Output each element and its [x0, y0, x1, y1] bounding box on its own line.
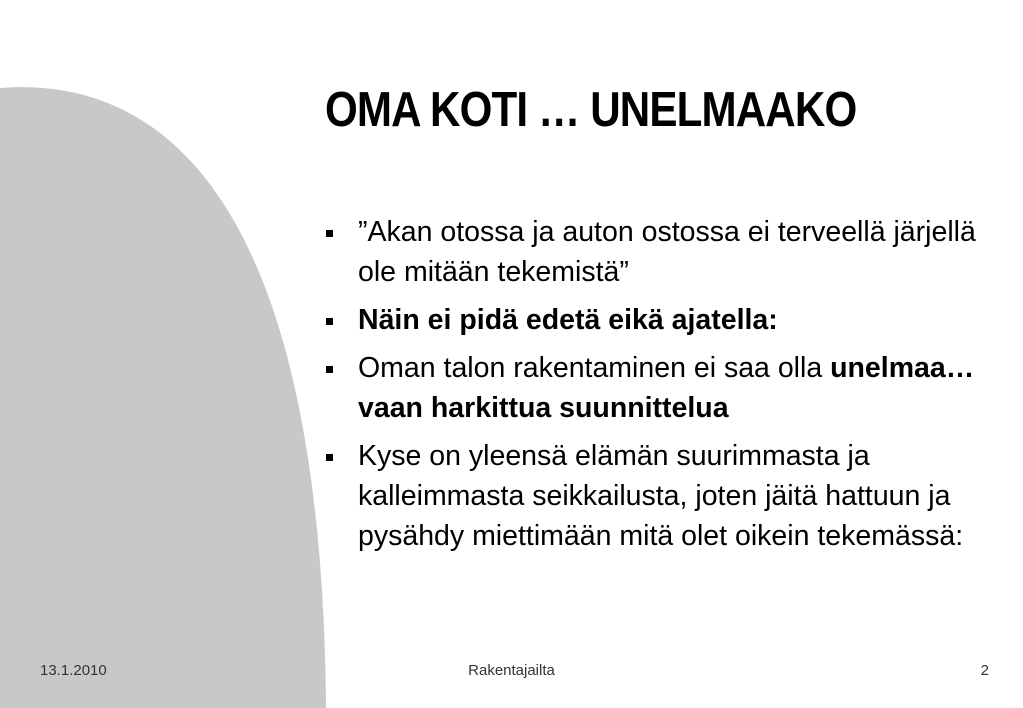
bullet-list [325, 212, 1005, 564]
footer-title: Rakentajailta [468, 662, 555, 679]
bullet-item [325, 348, 1005, 428]
slide-title: OMA KOTI … UNELMAAKO [325, 83, 857, 137]
bullet-text: Näin ei pidä edetä eikä ajatella: [358, 304, 778, 336]
bullet-item [325, 436, 1005, 556]
square-bullet-icon [326, 318, 333, 325]
square-bullet-icon [326, 366, 333, 373]
bullet-item [325, 212, 1005, 292]
bullet-text: Kyse on yleensä elämän suurimmasta ja kalleimmasta seikkailusta, joten jäitä hattuun ja pysähdy miettimään mitä olet oikein tekemässä: [358, 440, 964, 552]
footer-date: 13.1.2010 [40, 662, 107, 679]
page-number: 2 [980, 662, 989, 679]
bullet-text: Oman talon rakentaminen ei saa olla [358, 352, 831, 384]
square-bullet-icon [326, 454, 333, 461]
bullet-text: ”Akan otossa ja auton ostossa ei terveellä järjellä ole mitään tekemistä” [358, 216, 976, 288]
square-bullet-icon [326, 230, 333, 237]
bullet-item [325, 300, 1005, 340]
bullet-text-emphasis: unelmaa…vaan harkittua suunnittelua [358, 352, 975, 424]
decorative-background-shape [0, 0, 330, 708]
